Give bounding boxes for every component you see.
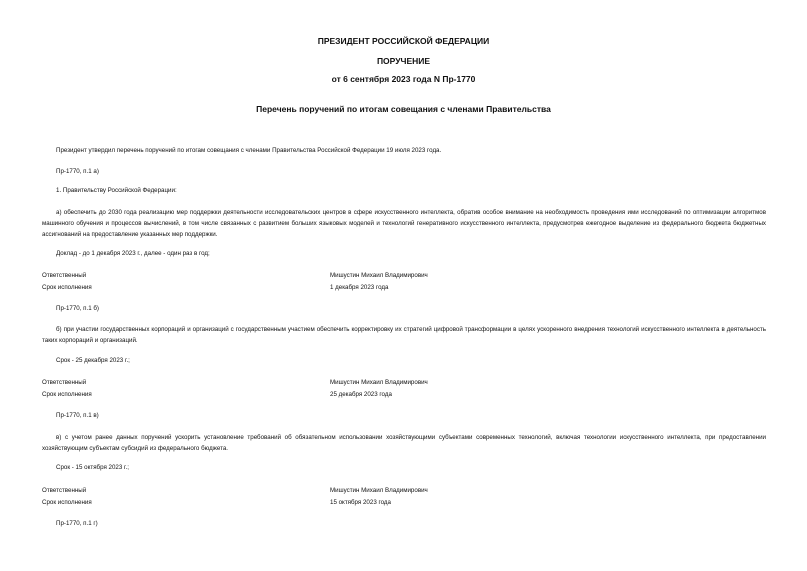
item-ref: Пр-1770, п.1 а) xyxy=(56,168,99,175)
item-text: а) обеспечить до 2030 года реализацию мер поддержки деятельности исследовательских центров в сфере искусственного интеллекта, обратив особое внимание на необходимость проведения ими исследований по оптимизации алгоритмов машинного обучения и процессов вычислений, в том числе связанных с развитием больших языковых моделей и технологий генеративного искусственного интеллекта, предусмотрев ежегодное выделение из федерального бюджета бюджетных ассигнований на предоставление указанных мер поддержки. xyxy=(42,209,766,238)
responsible-name: Мишустин Михаил Владимирович xyxy=(330,379,428,386)
item-ref: Пр-1770, п.1 в) xyxy=(56,412,99,419)
intro-paragraph: Президент утвердил перечень поручений по итогам совещания с членами Правительства Российской Федерации 19 июля 2023 года. xyxy=(56,147,442,154)
term-label: Срок исполнения xyxy=(42,499,92,506)
document-type: ПОРУЧЕНИЕ xyxy=(376,56,431,66)
item-deadline-note: Срок - 25 декабря 2023 г.; xyxy=(56,357,130,364)
responsible-label: Ответственный xyxy=(42,487,87,494)
section-heading: 1. Правительству Российской Федерации: xyxy=(56,187,177,194)
term-label: Срок исполнения xyxy=(42,284,92,291)
document-date-number: от 6 сентября 2023 года N Пр-1770 xyxy=(331,74,476,84)
responsible-label: Ответственный xyxy=(42,272,87,279)
item-deadline-note: Доклад - до 1 декабря 2023 г., далее - один раз в год; xyxy=(56,250,210,257)
term-label: Срок исполнения xyxy=(42,391,92,398)
term-value: 15 октября 2023 года xyxy=(330,499,391,506)
document-subject: Перечень поручений по итогам совещания с членами Правительства xyxy=(256,104,551,114)
item-deadline-note: Срок - 15 октября 2023 г.; xyxy=(56,464,129,471)
item-ref: Пр-1770, п.1 г) xyxy=(56,520,98,527)
term-value: 1 декабря 2023 года xyxy=(330,284,389,291)
item-text: б) при участии государственных корпораций и организаций с государственным участием обеспечить корректировку их стратегий цифровой трансформации в целях ускоренного внедрения технологий искусственного интеллекта в деятельность таких корпораций и организаций. xyxy=(42,326,766,344)
responsible-name: Мишустин Михаил Владимирович xyxy=(330,487,428,494)
document-authority: ПРЕЗИДЕНТ РОССИЙСКОЙ ФЕДЕРАЦИИ xyxy=(317,36,490,46)
responsible-name: Мишустин Михаил Владимирович xyxy=(330,272,428,279)
responsible-label: Ответственный xyxy=(42,379,87,386)
term-value: 25 декабря 2023 года xyxy=(330,391,392,398)
item-text: в) с учетом ранее данных поручений ускорить установление требований об обязательном использовании хозяйствующими субъектами современных технологий, включая технологии искусственного интеллекта, при предоставлении хозяйствующим субъектам субсидий из федерального бюджета. xyxy=(42,434,766,452)
item-ref: Пр-1770, п.1 б) xyxy=(56,305,99,312)
